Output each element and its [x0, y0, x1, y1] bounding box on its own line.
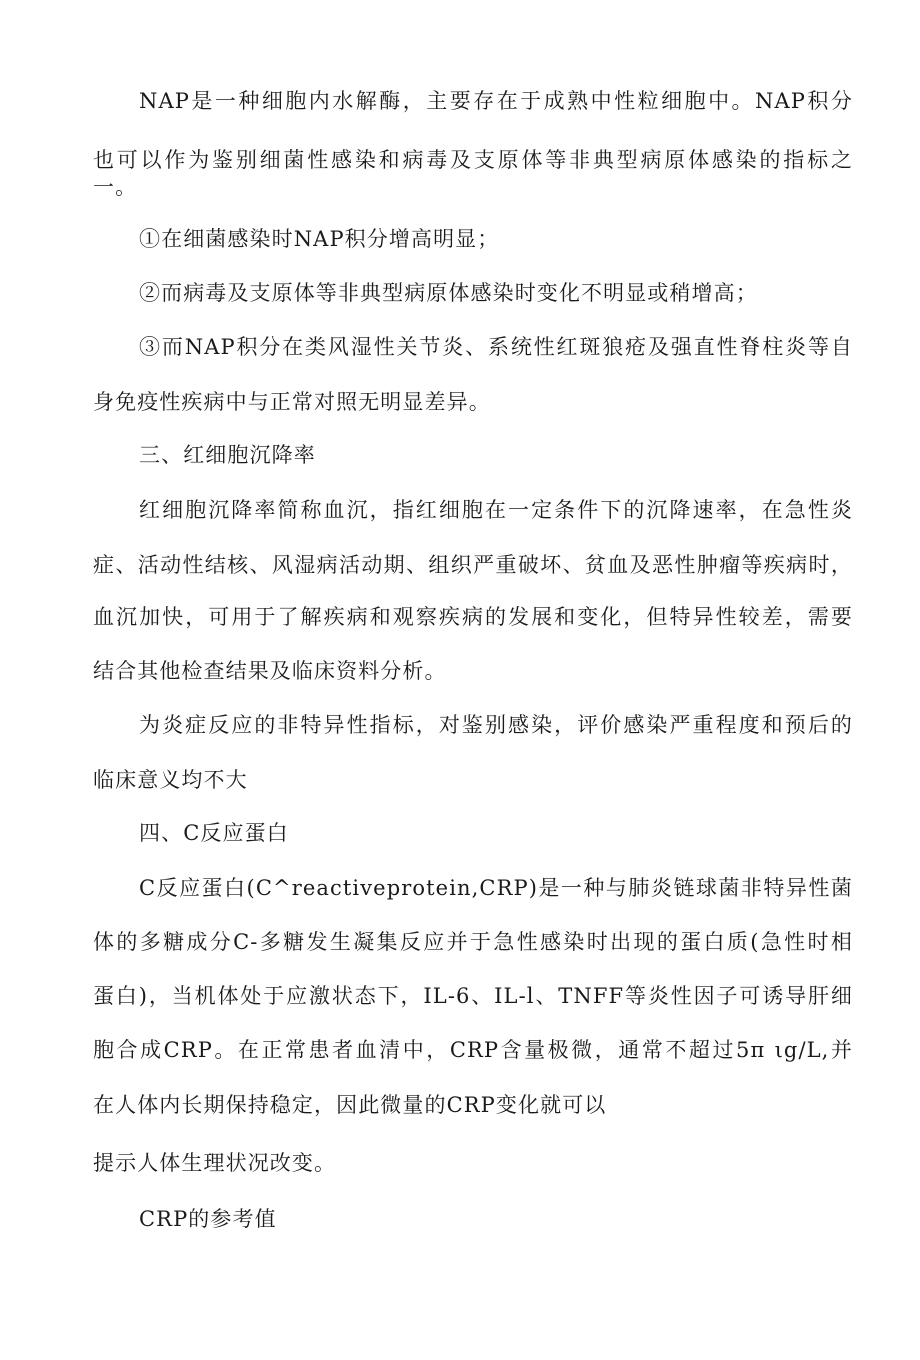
paragraph-inflammation-line-1: 为炎症反应的非特异性指标，对鉴别感染，评价感染严重程度和预后的	[139, 713, 853, 737]
paragraph-crp-line-3: 蛋白)，当机体处于应激状态下，IL-6、IL-l、TNFF等炎性因子可诱导肝细	[93, 984, 853, 1008]
list-item-3-line-2: 身免疫性疾病中与正常对照无明显差异。	[93, 390, 491, 414]
paragraph-nap-line-3: 一。	[93, 175, 138, 199]
paragraph-crp-line-2: 体的多糖成分C-多糖发生凝集反应并于急性感染时出现的蛋白质(急性时相	[93, 930, 853, 954]
list-item-1: ①在细菌感染时NAP积分增高明显；	[139, 227, 500, 251]
paragraph-esr-line-2: 症、活动性结核、风湿病活动期、组织严重破坏、贫血及恶性肿瘤等疾病时，	[93, 553, 853, 577]
paragraph-crp-line-6: 提示人体生理状况改变。	[93, 1151, 337, 1175]
section-heading-esr: 三、红细胞沉降率	[139, 443, 316, 467]
paragraph-crp-line-4: 胞合成CRP。在正常患者血清中，CRP含量极微，通常不超过5π ιg/L,并	[93, 1038, 853, 1062]
paragraph-nap-line-1: NAP是一种细胞内水解酶，主要存在于成熟中性粒细胞中。NAP积分	[139, 89, 853, 113]
section-heading-crp: 四、C反应蛋白	[139, 821, 289, 845]
crp-reference-heading: CRP的参考值	[139, 1207, 277, 1231]
paragraph-esr-line-4: 结合其他检查结果及临床资料分析。	[93, 659, 447, 683]
list-item-3-line-1: ③而NAP积分在类风湿性关节炎、系统性红斑狼疮及强直性脊柱炎等自	[139, 335, 853, 359]
paragraph-nap-line-2: 也可以作为鉴别细菌性感染和病毒及支原体等非典型病原体感染的指标之	[93, 148, 853, 172]
paragraph-esr-line-1: 红细胞沉降率简称血沉，指红细胞在一定条件下的沉降速率，在急性炎	[139, 498, 853, 522]
paragraph-inflammation-line-2: 临床意义均不大	[93, 768, 248, 792]
paragraph-crp-line-1: C反应蛋白(C^reactiveprotein,CRP)是一种与肺炎链球菌非特异性菌	[139, 876, 853, 900]
paragraph-esr-line-3: 血沉加快，可用于了解疾病和观察疾病的发展和变化，但特异性较差，需要	[93, 605, 853, 629]
paragraph-crp-line-5: 在人体内长期保持稳定，因此微量的CRP变化就可以	[93, 1093, 607, 1117]
list-item-2: ②而病毒及支原体等非典型病原体感染时变化不明显或稍增高；	[139, 281, 758, 305]
